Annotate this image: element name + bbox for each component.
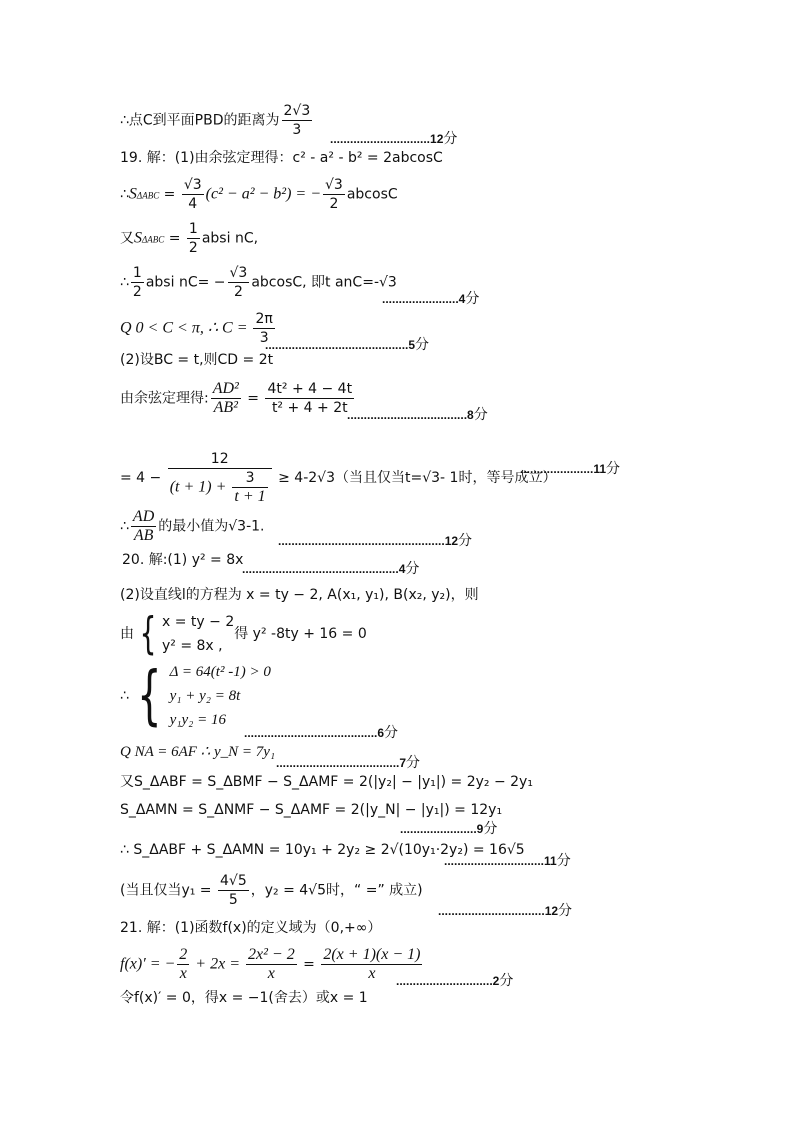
post: ，y₂ = 4√5时，“ =” 成立)	[250, 882, 423, 899]
score-15	[276, 752, 420, 772]
denominator: 2	[188, 240, 198, 256]
line-12: (2)设直线l的方程为 x = ty − 2, A(x₁, y₁), B(x₂, y₂)，则	[120, 587, 479, 603]
pre: = 4 −	[120, 470, 166, 486]
therefore: ∴	[120, 518, 129, 535]
den-a: (t + 1) +	[169, 478, 231, 496]
score-5	[382, 288, 479, 308]
pre: f(x)′ = −	[120, 955, 176, 973]
therefore: ∴	[120, 274, 129, 291]
line-21	[120, 946, 424, 983]
post: abcosC	[346, 186, 398, 203]
line-22: 令f(x)′ = 0，得x = −1(舍去）或x = 1	[120, 990, 368, 1006]
line-16: 又S_ΔABF = S_ΔBMF − S_ΔAMF = 2(|y₂| − |y₁|) = 2y₂ − 2y₁	[120, 774, 533, 790]
denominator: x	[179, 965, 187, 982]
score-10	[278, 530, 472, 550]
post: 的最小值为√3-1.	[158, 518, 265, 535]
line-2: 19. 解：(1)由余弦定理得：c² - a² - b² = 2abcosC	[120, 150, 443, 166]
denominator: AB	[133, 527, 154, 544]
inner-fraction	[232, 469, 267, 506]
dots: ....................................8	[347, 408, 474, 422]
dots: ..................................................12	[278, 534, 459, 548]
fraction	[211, 380, 241, 417]
fraction-2	[228, 264, 250, 301]
score-14	[244, 722, 398, 742]
line-6	[120, 310, 277, 347]
fraction	[131, 508, 156, 545]
line-9	[120, 450, 556, 506]
pre: Q 0 < C < π, ∴ C =	[120, 319, 252, 337]
line-11	[122, 550, 243, 570]
fraction	[177, 946, 189, 983]
line-10	[120, 508, 265, 545]
line-8	[120, 380, 356, 417]
denominator: x	[368, 965, 376, 982]
dots: ................................12	[438, 904, 559, 918]
fraction	[168, 450, 272, 506]
unit: 分	[499, 972, 514, 988]
dots: ..............................12	[330, 132, 444, 146]
pre: (当且仅当y₁ =	[120, 882, 216, 899]
score-21	[396, 970, 513, 990]
denominator: t² + 4 + 2t	[271, 400, 348, 416]
line-5	[120, 264, 397, 301]
line-19	[120, 872, 423, 909]
line-18: ∴ S_ΔABF + S_ΔAMN = 10y₁ + 2y₂ ≥ 2√(10y₁·2y₂) = 16√5	[120, 842, 525, 858]
eq: =	[164, 230, 185, 247]
numerator: √3	[183, 177, 202, 193]
dots: ..............................11	[444, 854, 557, 868]
dots: ...........................................5	[265, 338, 416, 352]
dots: ...............................................4	[242, 562, 406, 576]
score-11	[242, 558, 419, 578]
system	[162, 610, 234, 658]
numerator: 4t² + 4 − 4t	[267, 381, 353, 397]
fraction	[218, 872, 249, 909]
post: abcosC, 即t anC=-√3	[251, 274, 397, 291]
score-18	[444, 850, 571, 870]
dots: .............................2	[396, 974, 500, 988]
denominator: 2	[132, 284, 142, 300]
denominator: 2	[233, 284, 243, 300]
therefore: ∴	[120, 186, 129, 203]
numerator: 2	[179, 946, 188, 963]
post: 得 y² -8ty + 16 = 0	[234, 626, 367, 642]
unit: 分	[443, 130, 458, 146]
fraction-2	[265, 380, 354, 417]
line-20: 21. 解：(1)函数f(x)的定义域为（0,+∞）	[120, 920, 382, 936]
line-1	[120, 102, 314, 139]
mid: absi nC= −	[145, 274, 226, 291]
unit: 分	[606, 460, 621, 476]
brace: {	[137, 659, 162, 733]
unit: 分	[415, 336, 430, 352]
mid: (c² − a² − b²) = −	[205, 185, 322, 203]
score-6	[265, 334, 429, 354]
fraction	[282, 102, 313, 139]
unit: 分	[558, 902, 573, 918]
s: S	[134, 229, 142, 247]
denominator: x	[267, 965, 275, 982]
fraction	[182, 176, 204, 213]
pre: 由余弦定理得:	[120, 390, 209, 407]
row-2: y₁ + y₂ = 8t	[169, 688, 241, 704]
denominator: 3	[292, 122, 302, 138]
dots: .......................4	[382, 292, 466, 306]
score-9	[520, 458, 620, 478]
numerator: AD²	[212, 380, 239, 397]
numerator: √3	[325, 177, 343, 193]
numerator: 4√5	[220, 873, 247, 889]
score-17	[400, 818, 497, 838]
numerator: AD	[132, 508, 155, 525]
unit: 分	[483, 820, 498, 836]
unit: 分	[406, 754, 421, 770]
unit: 分	[384, 724, 399, 740]
sub: ΔABC	[142, 234, 165, 245]
denominator: t + 1	[234, 488, 266, 505]
denominator: 4	[188, 196, 198, 212]
dots: .......................9	[400, 822, 484, 836]
mid: + 2x =	[191, 955, 244, 973]
line-7: (2)设BC = t,则CD = 2t	[120, 352, 274, 368]
denominator	[168, 469, 272, 506]
numerator: 2√3	[283, 103, 311, 119]
numerator: 3	[232, 469, 267, 488]
numerator: 12	[168, 450, 272, 469]
fraction-2	[323, 176, 345, 213]
score-19	[438, 900, 572, 920]
pre: 由	[120, 626, 134, 642]
fraction	[187, 220, 200, 257]
s: S	[128, 185, 137, 203]
row-2: y² = 8x ,	[162, 638, 223, 654]
post: absi nC,	[201, 230, 259, 247]
fraction-2	[246, 946, 297, 983]
numerator: 2(x + 1)(x − 1)	[323, 946, 421, 963]
mid-2: =	[298, 956, 320, 973]
eq: =	[159, 186, 180, 203]
score-1	[330, 128, 457, 148]
numerator: 1	[188, 221, 198, 237]
unit: 分	[556, 852, 571, 868]
unit: 分	[405, 560, 420, 576]
fraction	[131, 264, 144, 301]
post: ≥ 4-2√3（当且仅当t=√3- 1时，等号成立）	[273, 470, 557, 486]
denominator: 3	[259, 330, 269, 346]
denominator: 2	[329, 196, 339, 212]
numerator: √3	[229, 265, 248, 281]
therefore: ∴	[120, 688, 129, 704]
line-4	[120, 220, 258, 257]
sub: ΔABC	[136, 190, 160, 201]
text: ∴点C到平面PBD的距离为	[120, 112, 280, 129]
line-13	[120, 610, 367, 658]
numerator: 2x² − 2	[248, 946, 295, 963]
line-15: Q NA = 6AF ∴ y_N = 7y₁	[120, 744, 276, 760]
dots: .....................................7	[276, 756, 407, 770]
denominator: 5	[228, 892, 238, 908]
row-1: Δ = 64(t² -1) > 0	[169, 664, 271, 680]
line-3	[120, 176, 398, 213]
row-1: x = ty − 2	[162, 614, 235, 630]
text: 20. 解:(1) y² = 8x	[122, 552, 244, 568]
unit: 分	[473, 406, 488, 422]
unit: 分	[458, 532, 473, 548]
pre: 又	[120, 230, 134, 247]
unit: 分	[465, 290, 480, 306]
eq: =	[242, 390, 264, 407]
line-17: S_ΔAMN = S_ΔNMF − S_ΔAMF = 2(|y_N| − |y₁|) = 12y₁	[120, 802, 503, 818]
score-8	[347, 404, 488, 424]
denominator: AB²	[213, 399, 238, 416]
brace: {	[139, 608, 157, 659]
row-3: y₁y₂ = 16	[169, 712, 227, 728]
numerator: 2π	[255, 311, 273, 327]
numerator: 1	[132, 265, 142, 281]
dots: ........................................6	[244, 726, 385, 740]
dots: ......................11	[520, 462, 607, 476]
